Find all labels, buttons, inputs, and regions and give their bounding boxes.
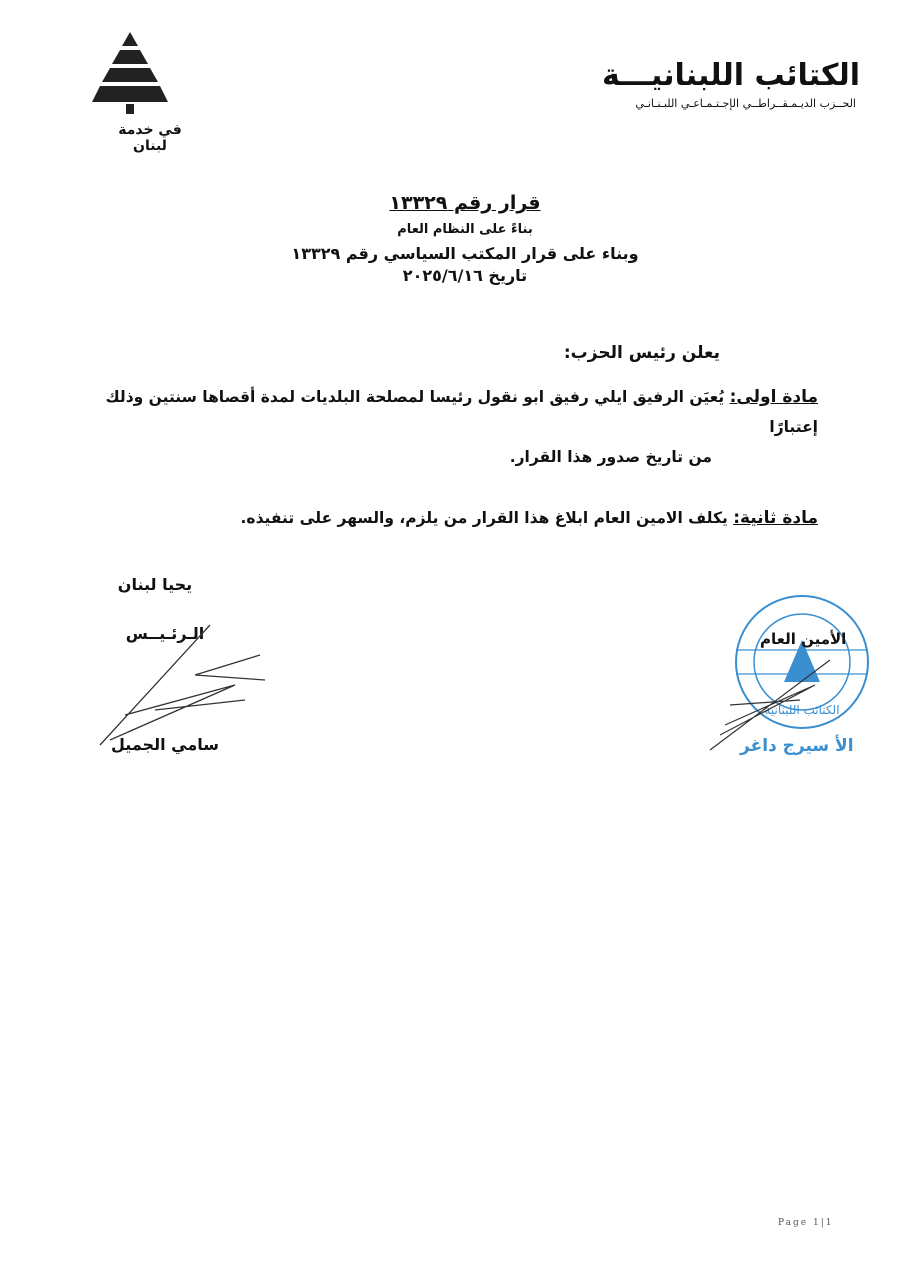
cedar-triangle-logo bbox=[92, 30, 168, 114]
stamp-text: الكتائب اللبنانية bbox=[764, 703, 840, 717]
article-1-continuation: من تاريخ صدور هذا القرار. bbox=[509, 448, 712, 466]
secretary-general-title: الأمين العام bbox=[760, 630, 847, 648]
party-subtitle: الحــزب الديـمـقــراطــي الإجـتـمـاعـي اللبـنـانـي bbox=[635, 97, 856, 110]
announcement: يعلن رئيس الحزب: bbox=[563, 343, 720, 363]
basis-line-1: بناءً على النظام العام bbox=[397, 222, 533, 237]
article-1-label: مادة اولى: bbox=[729, 387, 818, 407]
basis-line-2: وبناء على قرار المكتب السياسي رقم ١٣٣٢٩ bbox=[291, 244, 639, 263]
article-2-label: مادة ثانية: bbox=[733, 508, 818, 528]
president-title: الـرئـيــس bbox=[125, 624, 205, 643]
party-name: الكتائب اللبنانيـــة bbox=[602, 58, 860, 93]
logo-caption: في خدمة لبنان bbox=[118, 122, 182, 154]
decision-title: قرار رقم ١٣٣٢٩ bbox=[389, 192, 541, 214]
article-2-text: يكلف الامين العام ابلاغ هذا القرار من يلزم، والسهر على تنفيذه. bbox=[240, 509, 734, 527]
article-2 bbox=[241, 503, 818, 533]
page-number: Page 1|1 bbox=[778, 1218, 834, 1228]
slogan: يحيا لبنان bbox=[117, 575, 193, 594]
article-1-text: يُعيَن الرفيق ايلي رفيق ابو نقول رئيسا لمصلحة البلديات لمدة أقصاها سنتين وذلك إعتبارًا bbox=[105, 388, 818, 436]
president-name: سامي الجميل bbox=[111, 735, 219, 754]
decision-date: تاريخ ٢٠٢٥/٦/١٦ bbox=[402, 266, 528, 285]
secretary-general-name: الأ سيرج داغر bbox=[740, 736, 854, 756]
article-1 bbox=[88, 382, 818, 472]
